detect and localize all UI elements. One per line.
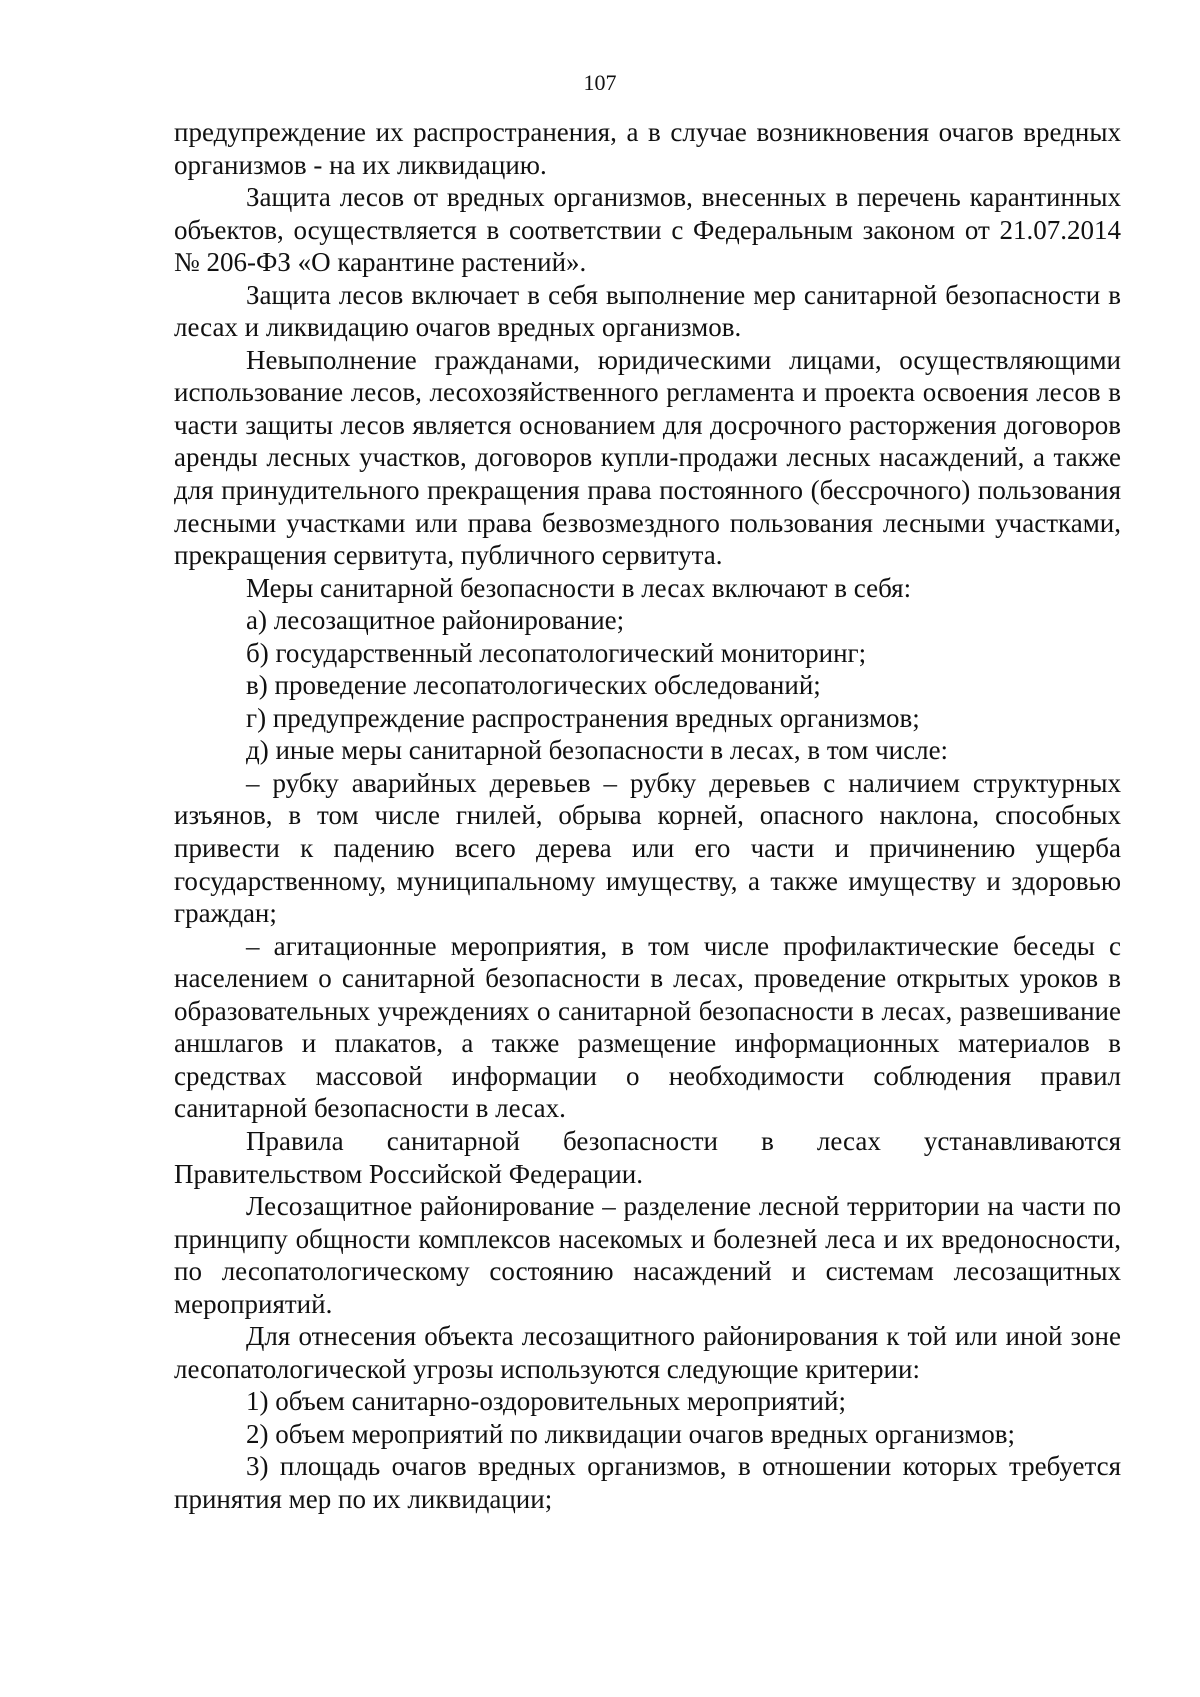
paragraph: Невыполнение гражданами, юридическими лицами, осуществляющими использование лесов, лесохозяйственного регламента и проекта освоения лесов в части защиты лесов является основанием для досрочного расторжения договоров аренды лесных участков, договоров купли-продажи лесных насаждений, а также для принудительного прекращения права постоянного (бессрочного) пользования лесными участками или права безвозмездного пользования лесными участками, прекращения сервитута, публичного сервитута. xyxy=(174,344,1121,571)
paragraph: – рубку аварийных деревьев – рубку деревьев с наличием структурных изъянов, в том числе гнилей, обрыва корней, опасного наклона, способных привести к падению всего дерева или его части и причинению ущерба государственному, муниципальному имуществу, а также имуществу и здоровью граждан; xyxy=(174,767,1121,929)
page-number: 107 xyxy=(583,70,617,95)
paragraph: Лесозащитное районирование – разделение лесной территории на части по принципу общности комплексов насекомых и болезней леса и их вредоносности, по лесопатологическому состоянию насаждений и системам лесозащитных мероприятий. xyxy=(174,1191,1121,1319)
paragraph: б) государственный лесопатологический мониторинг; xyxy=(246,637,867,668)
paragraph: в) проведение лесопатологических обследований; xyxy=(246,670,821,701)
paragraph: а) лесозащитное районирование; xyxy=(246,605,625,636)
paragraph: 1) объем санитарно-оздоровительных мероприятий; xyxy=(246,1386,846,1417)
paragraph: Защита лесов включает в себя выполнение мер санитарной безопасности в лесах и ликвидацию очагов вредных организмов. xyxy=(174,279,1121,343)
paragraph: Защита лесов от вредных организмов, внесенных в перечень карантинных объектов, осуществляется в соответствии с Федеральным законом от 21.07.2014 № 206-ФЗ «О карантине растений». xyxy=(174,182,1121,278)
paragraph: – агитационные мероприятия, в том числе профилактические беседы с населением о санитарной безопасности в лесах, проведение открытых уроков в образовательных учреждениях о санитарной безопасности в лесах, развешивание аншлагов и плакатов, а также размещение информационных материалов в средствах массовой информации о необходимости соблюдения правил санитарной безопасности в лесах. xyxy=(174,930,1121,1124)
paragraph: предупреждение их распространения, а в случае возникновения очагов вредных организмов - на их ликвидацию. xyxy=(174,117,1121,180)
paragraph: д) иные меры санитарной безопасности в лесах, в том числе: xyxy=(246,735,949,766)
paragraph: г) предупреждение распространения вредных организмов; xyxy=(246,702,920,733)
paragraph: Правила санитарной безопасности в лесах устанавливаются Правительством Российской Федерации. xyxy=(174,1125,1121,1189)
paragraph: 2) объем мероприятий по ликвидации очагов вредных организмов; xyxy=(246,1418,1015,1449)
paragraph: 3) площадь очагов вредных организмов, в отношении которых требуется принятия мер по их ликвидации; xyxy=(174,1451,1121,1514)
document-body xyxy=(174,116,1121,1516)
paragraph: Для отнесения объекта лесозащитного районирования к той или иной зоне лесопатологической угрозы используются следующие критерии: xyxy=(174,1321,1121,1384)
paragraph: Меры санитарной безопасности в лесах включают в себя: xyxy=(246,572,912,603)
